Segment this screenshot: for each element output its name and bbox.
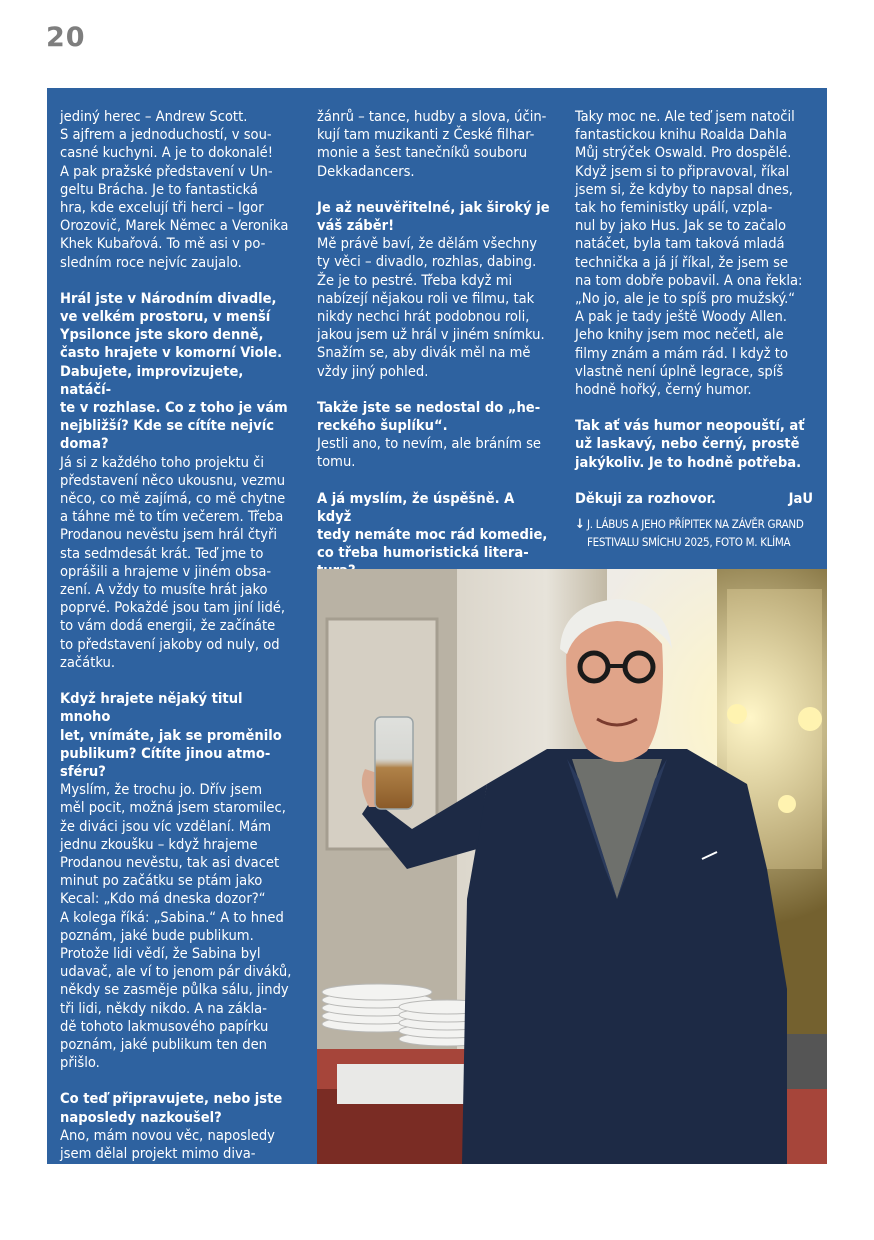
question-paragraph: Co teď připravujete, nebo jste naposledy nazkoušel? [60, 1090, 283, 1126]
question-paragraph: Takže jste se nedostal do „he- reckého šuplíku“. [317, 398, 541, 435]
question-paragraph: Hrál jste v Národním divadle, ve velkém prostoru, v menší Ypsilonce jste skoro denně, často hrajete v komorní Viole. Dabujete, improvizujete, natáčí- te v rozhlase. Co z toho je vám nejbližší? Kde se cítíte nejvíc doma? [60, 289, 288, 453]
answer-paragraph: Jestli ano, to nevím, ale bráním se tomu. [317, 435, 542, 471]
question-paragraph: Když hrajete nějaký titul mnoho let, vnímáte, jak se proměnilo publikum? Cítíte jinou atmo- sféru? [60, 690, 282, 780]
answer-paragraph: Já si z každého toho projektu či představení něco ukousnu, vezmu něco, co mě zajímá, co mě chytne a táhne mě to tím večerem. Třeba Prodanou nevěstu jsem hrál čtyři sta sedmdesát krát. Teď jme to oprášili a hrajeme v jiném obsa- zení. A vždy to musíte hrát jako poprvé. Pokaždé jsou tam jiní lidé, to vám dodá energii, že začínáte to představení jakoby od nuly, od začátku. [60, 453, 286, 671]
page-number: 20 [46, 22, 86, 53]
answer-paragraph: Ano, mám novou věc, naposledy jsem dělal projekt mimo diva- dlo v Rudolfinu. Je to Jonathan Livingston Racek, přepis novely Richarda Bacha. A je to propojení [60, 1126, 279, 1217]
answer-paragraph: Taky moc ne. Ale teď jsem natočil fantastickou knihu Roalda Dahla Můj strýček Oswald. Pro dospělé. Když jsem si to připravoval, říkal jsem si, že kdyby to napsal dnes, tak ho feministky upálí, vzpla- nul by jako Hus. Jak se to začalo natáčet, byla tam taková mladá technička a já jí říkal, že jsem se na tom dobře pobavil. A ona řekla: „No jo, ale je to spíš pro mužský.“ A pak je tady ještě Woody Allen. Jeho knihy jsem moc nečetl, ale filmy znám a mám rád. I když to vlastně není úplně legrace, spíš hodně hořký, černý humor. [575, 108, 803, 399]
answer-paragraph: žánrů – tance, hudby a slova, účin- kují tam muzikanti z České filhar- monie a šest tanečníků souboru Dekkadancers. [317, 108, 547, 180]
photo-caption [575, 516, 825, 551]
answer-paragraph: Mě právě baví, že dělám všechny ty věci – divadlo, rozhlas, dabing. Že je to pestré. Třeba když mi nabízejí nějakou roli ve filmu, tak nikdy nechci hrát podobnou roli, jakou jsem už hrál v jiném snímku. Snažím se, aby divák měl na mě vždy jiný pohled. [317, 235, 545, 380]
text-column-3 [575, 108, 817, 508]
closing-question-paragraph: Tak ať vás humor neopouští, ať už laskavý, nebo černý, prostě jakýkoliv. Je to hodně potřeba. [575, 417, 805, 471]
signoff [575, 490, 817, 508]
author-initials: JaU [788, 489, 813, 507]
signoff-thanks: Děkuji za rozhovor. [575, 489, 716, 507]
answer-paragraph: Myslím, že trochu jo. Dřív jsem měl pocit, možná jsem staromilec, že diváci jsou víc vzdělaní. Mám jednu zkoušku – když hrajeme Prodanou nevěstu, tak asi dvacet minut po začátku se ptám jako Kecal: „Kdo má dneska dozor?“ A kolega říká: „Sabina.“ A to hned poznám, jaké bude publikum. Protože lidi vědí, že Sabina byl udavač, ale ví to jenom pár diváků, někdy se zasměje půlka sálu, jindy tři lidi, někdy nikdo. A na zákla- dě tohoto lakmusového papírku poznám, jaké publikum ten den přišlo. [60, 781, 292, 1072]
article-photo [317, 569, 827, 1164]
arrow-down-icon: ↓ [575, 517, 585, 532]
text-column-2 [317, 108, 553, 581]
question-paragraph: A já myslím, že úspěšně. A když tedy nemáte moc rád komedie, co třeba humoristická litera- [317, 489, 548, 562]
answer-paragraph: jediný herec – Andrew Scott. S ajfrem a jednoduchostí, v sou- casné kuchyni. A je to dokonalé! A pak pražské představení v Un- geltu Brácha. Je to fantastická hra, kde excelují tři herci – Igor Orozovič, Marek Němec a Veronika Khek Kubařová. To mě asi v po- sledním roce nejvíc zaujalo. [60, 108, 289, 271]
question-paragraph: Je až neuvěřitelné, jak široký je váš záběr! [317, 198, 550, 235]
caption-text: J. LÁBUS A JEHO PŘÍPITEK NA ZÁVĚR GRAND FESTIVALU SMÍCHU 2025, FOTO M. KLÍMA [587, 517, 804, 549]
text-column-1 [60, 108, 292, 1236]
